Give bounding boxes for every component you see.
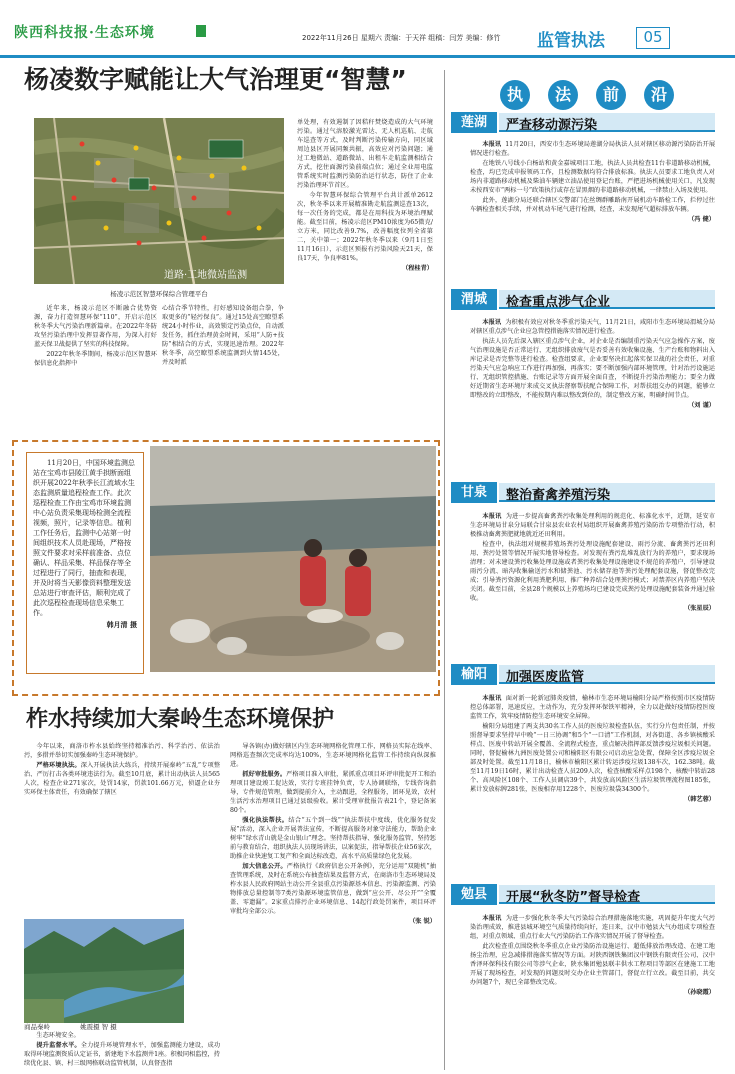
item-body-lianhu [470,140,715,224]
paragraph: 近年来，杨凌示范区不断融合优势资源，奋力打造智慧环保“110”，开启示范区秋冬季大气污染治理新篇章。在2022年冬防攻坚污染治理中发挥显著作用，为深入打好蓝天保卫战提供了坚实的科技保障。 [34,305,157,348]
second-figure-caption [24,1022,184,1031]
paragraph: 2022年秋冬季期间，杨凌示范区智慧环保信息化指挥中 [34,351,157,367]
photo-feature-image [150,446,436,672]
paragraph: 在地铁八号线小白杨站和黄金嘉城项目工地，执法人员共检查11台非道路移动机械，检查，均已完成申报领码工作，且检测数据均符合排放标准。执法人员要求工地负责人对场内非道路移动机械及柴油车辆建立油品使用登记台账，严把进场机械使用关口，凡发现未按西安市“两标一号”政策执行或存在冒黑烟的非道路移动机械，一律禁止入场及使用。 [470,160,715,194]
paragraph: 心结合季节特性，打好感知设备组合拳，争取更多的“轻污保良”。通过15处高空瞭望系统24小时作业，高效锁定污染点位，自动派发任务，抓住治理黄金时间，采用“人防+技防”相结合的方式，实现迅速治理。2022年秋冬季，高空瞭望系统监测到火情145处，并及时派 [162,305,284,366]
paragraph-text: 今年以来，商洛市柞水县始终坚持精准治污、科学治污、依法治污，多措并举切实加强秦岭生态环境保护。 [24,743,220,759]
second-col-1 [24,742,220,798]
paragraph-text: 面对新一轮新冠肺炎疫情，榆林市生态环境局榆阳分局严格按照市区疫情防控总体部署，迅速反应，主动作为，充分发挥环保铁军精神，全力以赴做好疫情防控医废监管工作，筑牢疫情防控生态环境安全屏障。 [470,695,716,720]
item-author: （韩艺蓉） [684,796,715,803]
paragraph [24,1041,220,1068]
section-title: 监管执法 [537,31,605,51]
band-title: 加强医废监管 [506,670,585,685]
photo-feature-text-box [26,452,144,674]
paragraph-text: 为进一步提高畜禽粪污收集处理利用的规范化、标准化水平，近期，延安市生态环境局甘泉分局联合甘泉县农业农村局组织开展畜禽养殖污染防治专项整治行动，积极推动畜禽粪肥就地就近还田利用。 [470,513,716,538]
section-band-ganquan [451,482,715,503]
paragraph [24,742,220,760]
mountain-river-photo [24,919,184,1023]
kicker-char: 前 [596,80,626,110]
paragraph [230,816,436,861]
paragraph: 榆阳分局组建了两支共30名工作人员的医废垃圾检查队伍，实行分片包责任制，并按照督导要求坚持早中晚“一日三协调”和5个“一口清”工作机制，对各街道、各乡镇核酸采样点、医废中转站开展全覆盖、全流程式检查，重点解决指挥部反馈涉疫垃圾相关问题。同时，督促榆林九洲医废处置公司和榆阳区有限公司启动应急处置，保障全区涉疫垃圾全部及时处置。截至11月18日，榆林市榆阳区累计转运涉疫垃圾138车次，162.38吨。截至11月19日16时，累计出动检查人员209人次，检查核酸采样点198个、核酸中转站28个、高风险区108个、工作人员调店39个，共发放高风险区生活垃圾管理流程图185张，累计发放标牌281张，医废相存用1228个、医废垃圾袋34300个。 [470,723,715,793]
paragraph: 此次检查重点围绕秋冬季重点企业污染防治设施运行、超低排放治理改造、在建工地扬尘治理，应急减排措施落实情况等方面。对陕西钢铁集团汉中钢铁有限责任公司、汉中香泽环保科技有限公司等涉气企业，陕水集团勉县联丰供水工程项目等部区在建施工工地开展了现场检查，对发现的问题及时交办企业主管部门，督促立行立改。截至目前，共交办问题7个，现已全部整改完成。 [470,943,715,986]
second-col-1-cont [24,1031,220,1069]
paragraph: 今年智慧环保综合管理平台共计派单2612次，秋冬季以来开展精准勘走航监测巡查13次，每一次任务的完成，都是在用科技为环境治理赋能。截至目前，杨凌示范区PM10浓度为65微克/立方米，同比改善9.7%，改善幅度位列全省第二，关中第一；2022年秋冬季以来（9月1日至11月16日），示范区预报有污染风险天21天，保良17天，争良率81%。 [297,192,433,262]
paragraph-text: 为积极有效应对秋冬季重污染天气，11月21日，咸阳市生态环境局渭城分局对辖区重点涉气企业应急管控措施落实情况进行检查。 [470,319,716,335]
paragraph: 单处理，有效遏制了因秸秆焚烧造成的大气环境污染。通过气溶胶激光雷达、无人机巡航、走航车巡查等方式，及时判断污染传输方向，同区域周边县区开展同频共振，高效应对污染问题；通过工地微站、道路微站、出租车走航监测相结合方式，挖住面源污染前端点位；通过全业用电监管系统实时监测污染防治运行状态，防住了企业污染治理环节首区。 [297,119,433,189]
item-body-ganquan [470,512,715,613]
paragraph-text: 深入开展执法大练兵，持续开展秦岭“五乱”专项整治、严厉打击各类环境违法行为。截至10月底，累计出动执法人员565人次，检查企业271家次，处罚14家，罚款101.66万元，侦逼企业夯实环保主体责任，有效确保了辖区 [24,762,221,796]
paragraph [470,694,715,721]
item-author: （冯 健） [688,216,715,223]
paragraph [24,1031,220,1040]
paragraph-lead: 加大信息公开。 [242,863,287,870]
kicker-char: 执 [500,80,530,110]
paragraph: 检查中，执法组对规模养殖场粪污处理设施配套建设、雨污分流、畜禽粪污还田利用、粪污处置等情况开展实地督导检查。对发现有粪污乱堆乱放行为的养殖户，要求现场清理；对未建设粪污收集处理设施或者粪污收集处理设施建设不规范的养殖户，引导建设雨污分流、暗沟收集输送污水和储粪池、污水储存池等粪污处理配套设施，督促整改完成；引导粪污资源化利用粪肥利用、推广种养结合处理粪污模式；对禁养区内养殖户坚决关闭。截至目前，全县28个规模以上养殖场均已建设完成粪污处理设施配套装备并通过验收。 [470,541,715,602]
section-band-yuyang [451,664,715,685]
item-body-yuyang [470,694,715,804]
river-sampling-photo [150,446,436,672]
dateline: 2022年11月26日 星期六 责编：于天祥 组稿：闫芳 美编：修竹 [302,34,501,42]
second-author: （张 锐） [409,918,436,925]
paragraph [230,742,436,769]
map-overlay-label: 道路·工地微站监测 [164,270,248,281]
item-body-mianxian [470,914,715,997]
photo-feature-text: 11月20日，中国环境监测总站在宝鸡市县陵江黄手拱断面组织开展2022年秋季长江流域水生态监测质量追程检查工作。此次巡程检查工作由宝鸡市环境监测中心站负责采集现场检测全流程视频，照片，记录等信息。植利工作任务后，监测中心站第一时间组织技术人员赴现场，严格按照文件要求对采样前准备、点位确认、样品采集、样品保存等全过程进行了同行，抽查和表现，并及时将当天影像资料整理发送总站进行审查评估，顺利完成了此次巡程检查现场信息采集工作。 [33,459,135,617]
lead-author: （程桂青） [402,265,433,272]
kicker-char: 沿 [644,80,674,110]
paragraph-text: 结合“五个到一线”“执法帮扶中度线，优化服务促发展”活动，深入企业开展普法宣传，不断提高服务对象守法能力，帮助企业树牢“绿水青山就是金山银山”理念。坚持帮扶指导、强化服务监管，坚持惩前与教育结合，组织执法人员现场讲法，以案促法，指导帮扶企业56家次，助推企业快速复工复产和全面达标改造，高水平高质量绿色化发展。 [230,817,436,860]
kicker-char: 法 [548,80,578,110]
section-band-mianxian [451,884,715,905]
map-image [34,118,284,284]
paragraph-text: 为进一步强化秋冬季大气污染综合治理措施落地实施，巩固提升年度大气污染治理成效，推进县城环境空气质量持续向好，连日来，汉中市勉县大气办组成专项检查组，对重点领域、重点行业大气污染防治工作落实情况开展了督导检查。 [470,915,716,940]
paragraph [470,140,715,158]
item-author: （张星辰） [684,605,715,612]
band-tag: 榆阳 [451,664,497,685]
item-author: （刘 谨） [688,402,715,409]
second-col-2 [230,742,436,926]
second-figure [24,919,184,1023]
second-headline: 柞水持续加大秦岭生态环境保护 [26,707,335,732]
caption-left: 商品秦岭 [24,1023,50,1031]
section-band-weicheng [451,289,715,310]
paragraph-text: 全力提升环境管理水平，加强监测能力建设，成功取得环境监测资质认定证书，新建地下水监测井1座。积极同相监控，持续优化县、镇、村三级网格联动监管机制，认真督查指 [24,1042,221,1067]
paragraph-lead: 本报讯 [482,513,502,520]
lead-col-2 [162,304,284,368]
paragraph-text: 11月20日，西安市生态环境局莲湖分局执法人员对辖区移动源污染防治开展情况进行检查。 [470,141,716,157]
paragraph-text: 严格执行《政府信息公开条例》，充分运用“双随机”抽查管理系统，及时在系统公布抽查结果及监督方式，在商洛市生态环境局及柞水县人民政府网站主动公开全县重点污染源基本信息、污染源监测、污染物排放总量控制等7类污染源环境监管信息，做到“应公开、尽公开”“全覆盖、零遗漏”。2家重点排污企业环境信息、14起行政处罚案件，项目环评审批均全部公示。 [230,863,436,915]
masthead-badge [196,25,206,37]
column-divider [444,70,445,1070]
item-body-weicheng [470,318,715,410]
band-tag: 莲湖 [451,112,497,133]
paragraph-text: 导各镇(办)做好辖区内生态环境网格化管理工作，网格员实际在线率、网格巡查频次完成率均达100%，生态环境网格化监管工作持续向纵深推进。 [230,743,436,768]
band-title: 严查移动源污染 [506,118,598,133]
paragraph-lead: 本报讯 [482,319,502,326]
paragraph [24,761,220,797]
paragraph: 执法人员先后深入辖区重点涉气企业，对企业是否编制重污染天气应急操作方案，废气治理设施是否正常运行、无组织排放废气是否妥善有效收集设施、生产台账和物料出入库记录是否完整等进行检查。检查组要求，企业要坚决扛起落实保卫战的社会责任，对重污染天气应急响应工作进行再加强，再落实；要不断加强内部环境管理，针对治污设施运行、无组织管控措施、台账记录等方面开展全面自查，不断提升污染治理能力；要全力做好近期省生态环境厅来成交叉执法督察帮扶配合保障工作，对帮扶组交办的问题，能够立即整改的立即整改，不能按期内难以整改到位的，制定整改方案，明确时间节点。 [470,338,715,399]
paragraph-lead: 提升监督水平。 [36,1042,81,1049]
paragraph-lead: 抓好审批服务。 [242,771,287,778]
photo-feature-author: 韩月清 摄 [106,621,137,629]
item-author: （孙晓霞） [684,989,715,996]
band-title: 开展“秋冬防”督导检查 [506,890,641,905]
paragraph: 此外，莲湖分局还联合辖区交警部门在丝绸群雕路南开展机动车路检工作，拦停过往车辆检查相关手续，并对机动车尾气进行检测，经查，未发现尾气超标排放车辆。 [470,197,715,213]
paragraph-lead: 强化执法帮扶。 [242,817,289,824]
lead-col-1 [34,304,157,369]
page-number: 05 [636,27,670,49]
lead-headline: 杨凌数字赋能让大气治理更“智慧” [24,65,407,94]
paragraph [470,914,715,941]
masthead: 陕西科技报·生态环境 [14,25,155,41]
paragraph-lead: 本报讯 [482,695,502,702]
band-title: 整治畜禽养殖污染 [506,488,611,503]
paragraph-lead: 本报讯 [482,141,502,148]
paragraph-lead: 本报讯 [482,915,502,922]
lead-figure [34,118,284,284]
paragraph [230,862,436,916]
caption-right: 姚震摄 智 摄 [80,1023,117,1031]
lead-col-3 [297,118,433,273]
lead-figure-caption: 杨凌示范区智慧环保综合管理平台 [110,290,208,298]
frontline-kicker [500,80,680,110]
paragraph [470,318,715,336]
band-tag: 甘泉 [451,482,497,503]
band-title: 检查重点涉气企业 [506,295,611,310]
band-tag: 勉县 [451,884,497,905]
paragraph [230,770,436,815]
band-tag: 渭城 [451,289,497,310]
paragraph [470,512,715,539]
section-band-lianhu [451,112,715,133]
paragraph-text: 生态环境安全。 [36,1032,80,1039]
paragraph-text: 严格项目准入审批，紧抓重点项目环评审批促开工和治理项目建设竣工促达效，实行专班挂钟负责，专人协调联络，专线咨询指导，专件规范管理，做到提前介入，主动跟进，全程服务，团环见效，农村生活污水治理项目已通过县级验收。累计受理审批报告表21个，登记备案80个。 [230,771,437,814]
paragraph-lead: 严格环境执法。 [36,762,81,769]
